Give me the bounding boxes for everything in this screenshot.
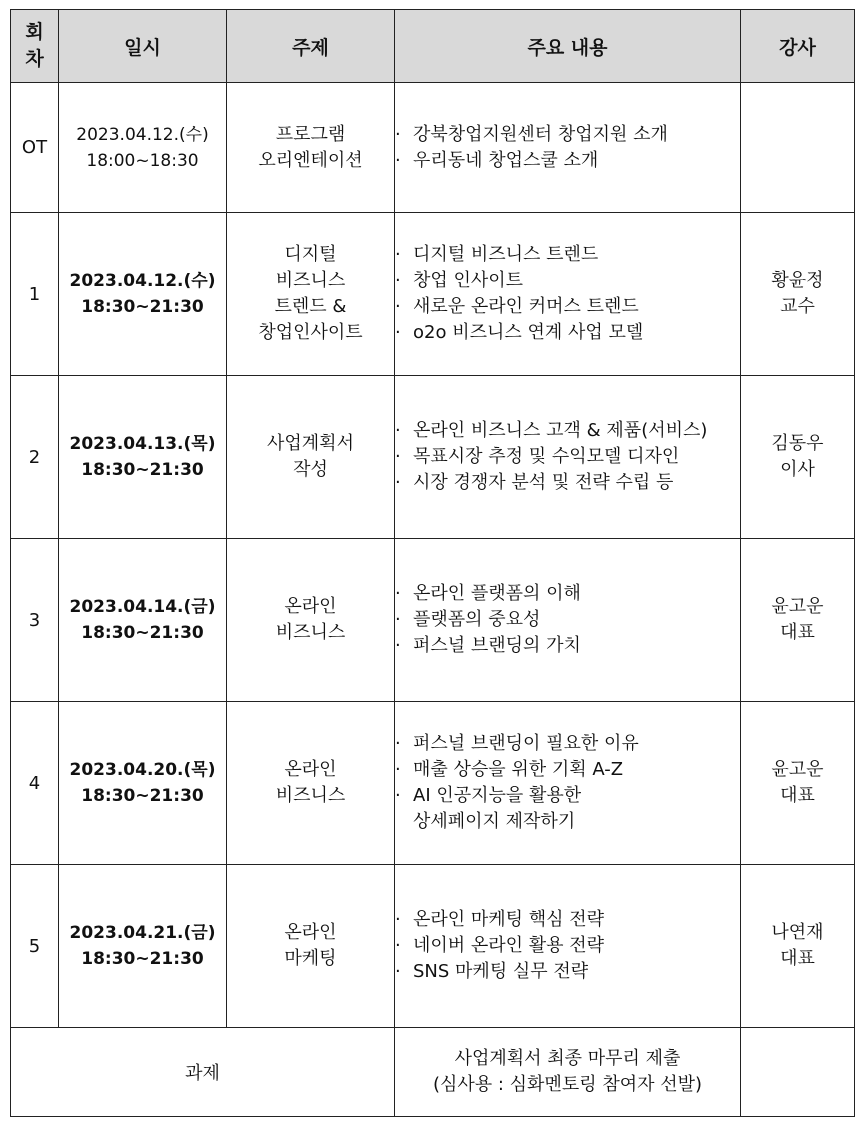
table-row [11,213,855,376]
round-cell: 1 [11,213,59,376]
header-round: 회 차 [11,10,59,83]
datetime-cell: 2023.04.21.(금) 18:30~21:30 [59,865,227,1028]
bullet-icon: · [395,759,401,780]
schedule-table [10,9,855,1117]
content-cell [395,539,741,702]
list-item: · SNS 마케팅 실무 전략 [395,959,740,985]
topic-cell: 온라인 비즈니스 [227,539,395,702]
table-row [11,539,855,702]
header-topic: 주제 [227,10,395,83]
bullet-icon: · [395,244,401,265]
round-cell: 4 [11,702,59,865]
lecturer-cell: 나연재 대표 [741,865,855,1028]
content-list [395,907,740,985]
header-datetime: 일시 [59,10,227,83]
datetime-cell: 2023.04.14.(금) 18:30~21:30 [59,539,227,702]
topic-cell: 온라인 마케팅 [227,865,395,1028]
content-list [395,122,740,174]
topic-cell: 온라인 비즈니스 [227,702,395,865]
round-cell: 2 [11,376,59,539]
header-lecturer: 강사 [741,10,855,83]
list-item: · 시장 경쟁자 분석 및 전략 수립 등 [395,470,740,496]
list-item: · AI 인공지능을 활용한 상세페이지 제작하기 [395,785,582,832]
header-row [11,10,855,83]
bullet-icon: · [395,322,401,343]
lecturer-cell [741,1028,855,1117]
content-cell [395,83,741,213]
bullet-icon: · [395,583,401,604]
content-cell [395,865,741,1028]
bullet-icon: · [395,296,401,317]
datetime-cell: 2023.04.13.(목) 18:30~21:30 [59,376,227,539]
assignment-label: 과제 [11,1028,395,1117]
bullet-icon: · [395,785,401,806]
bullet-icon: · [395,446,401,467]
list-item: · 우리동네 창업스쿨 소개 [395,148,740,174]
content-list [395,581,740,659]
content-list [395,418,740,496]
list-item: · 퍼스널 브랜딩이 필요한 이유 [395,731,740,757]
lecturer-cell: 황윤정 교수 [741,213,855,376]
header-content: 주요 내용 [395,10,741,83]
table-row [11,83,855,213]
lecturer-cell: 윤고운 대표 [741,702,855,865]
list-item: · 온라인 플랫폼의 이해 [395,581,740,607]
lecturer-cell [741,83,855,213]
bullet-icon: · [395,961,401,982]
bullet-icon: · [395,420,401,441]
list-item: · 디지털 비즈니스 트렌드 [395,242,740,268]
list-item: · 목표시장 추정 및 수익모델 디자인 [395,444,740,470]
bullet-icon: · [395,472,401,493]
list-item: · o2o 비즈니스 연계 사업 모델 [395,320,740,346]
list-item: · 퍼스널 브랜딩의 가치 [395,633,740,659]
bullet-icon: · [395,909,401,930]
list-item: · 온라인 비즈니스 고객 & 제품(서비스) [395,418,740,444]
datetime-cell: 2023.04.12.(수) 18:00~18:30 [59,83,227,213]
lecturer-cell: 윤고운 대표 [741,539,855,702]
content-cell [395,702,741,865]
content-cell [395,376,741,539]
content-list [395,242,740,346]
round-cell: 5 [11,865,59,1028]
datetime-cell: 2023.04.20.(목) 18:30~21:30 [59,702,227,865]
list-item: · 새로운 온라인 커머스 트렌드 [395,294,740,320]
table-row [11,702,855,865]
bullet-icon: · [395,270,401,291]
bullet-icon: · [395,123,401,145]
list-item: · 매출 상승을 위한 기획 A-Z [395,757,740,783]
list-item: · 플랫폼의 중요성 [395,607,740,633]
content-cell [395,213,741,376]
datetime-cell: 2023.04.12.(수) 18:30~21:30 [59,213,227,376]
content-list [395,731,740,835]
bullet-icon: · [395,635,401,656]
bullet-icon: · [395,935,401,956]
bullet-icon: · [395,733,401,754]
lecturer-cell: 김동우 이사 [741,376,855,539]
list-item: · 온라인 마케팅 핵심 전략 [395,907,740,933]
topic-cell: 프로그램 오리엔테이션 [227,83,395,213]
bullet-icon: · [395,149,401,171]
round-cell: 3 [11,539,59,702]
topic-cell: 디지털 비즈니스 트렌드 & 창업인사이트 [227,213,395,376]
assignment-content: 사업계획서 최종 마무리 제출 (심사용 : 심화멘토링 참여자 선발) [395,1028,741,1117]
assignment-row [11,1028,855,1117]
table-row [11,376,855,539]
bullet-icon: · [395,609,401,630]
list-item: · 강북창업지원센터 창업지원 소개 [395,122,740,148]
round-cell: OT [11,83,59,213]
table-row [11,865,855,1028]
list-item: · 네이버 온라인 활용 전략 [395,933,740,959]
list-item: · 창업 인사이트 [395,268,740,294]
topic-cell: 사업계획서 작성 [227,376,395,539]
